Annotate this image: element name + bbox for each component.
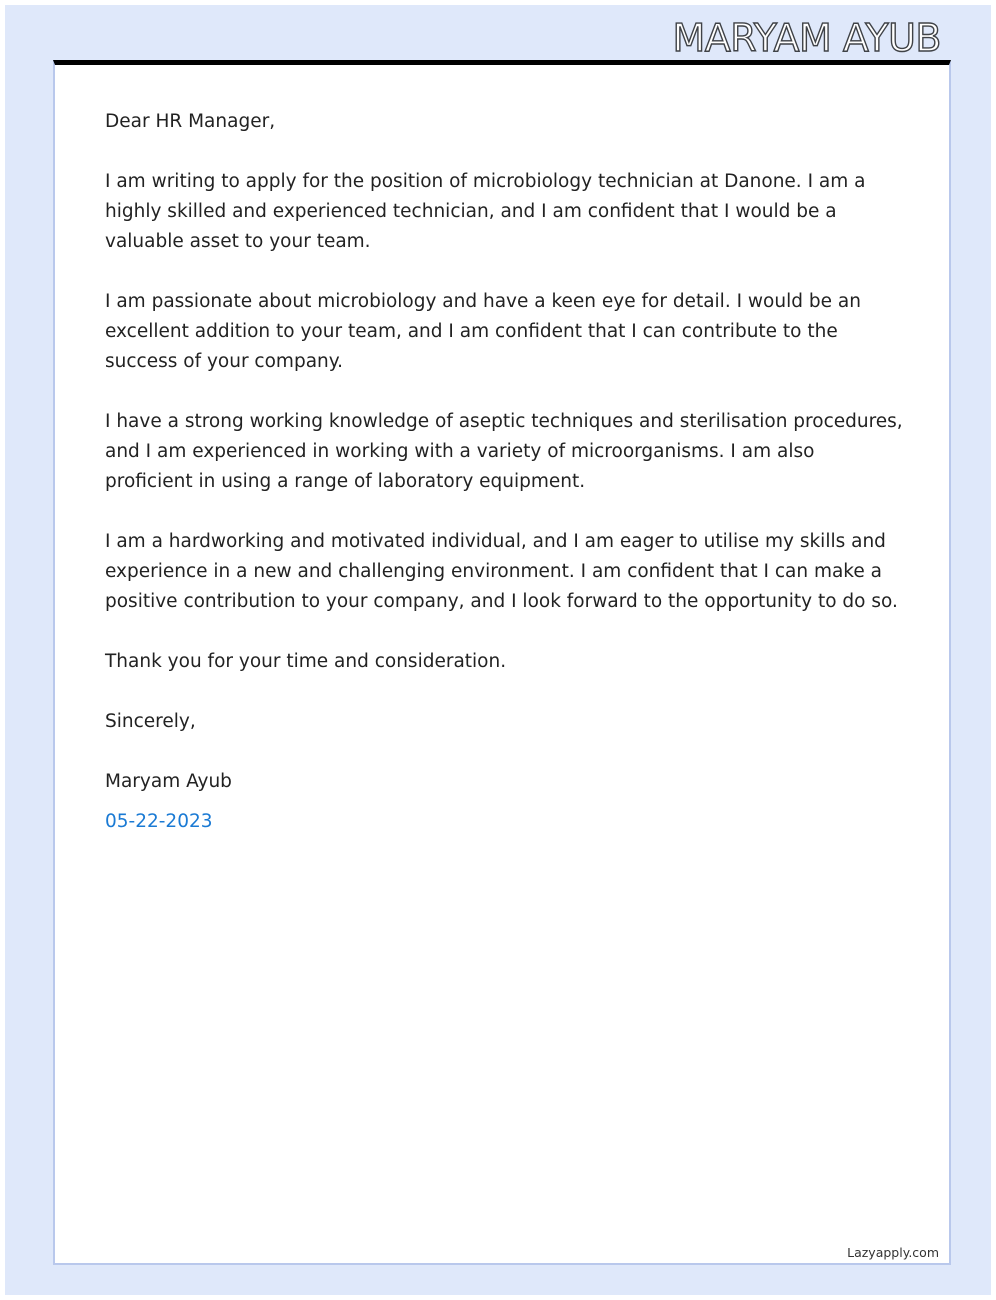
- footer-watermark: Lazyapply.com: [847, 1245, 939, 1260]
- paragraph-4: I am a hardworking and motivated individual, and I am eager to utilise my skills and experience in a new and challenging environment. I am confident that I can make a positive contribution to your company, and I look forward to the opportunity to do so.: [105, 531, 898, 612]
- paragraph-5: Thank you for your time and consideration.: [105, 651, 507, 672]
- letter-paper: [53, 60, 951, 1265]
- salutation: Dear HR Manager,: [105, 111, 276, 132]
- signature-name: Maryam Ayub: [105, 771, 232, 792]
- paragraph-1: I am writing to apply for the position of microbiology technician at Danone. I am a highly skilled and experienced technician, and I am confident that I would be a valuable asset to your team.: [105, 171, 866, 252]
- paragraph-3: I have a strong working knowledge of aseptic techniques and sterilisation procedures, and I am experienced in working with a variety of microorganisms. I am also proficient in using a range of laboratory equipment.: [105, 411, 903, 492]
- letter-date: 05-22-2023: [105, 811, 213, 832]
- closing: Sincerely,: [105, 711, 196, 732]
- page-background: [5, 5, 991, 1295]
- paragraph-2: I am passionate about microbiology and have a keen eye for detail. I would be an excellent addition to your team, and I am confident that I can contribute to the success of your company.: [105, 291, 861, 372]
- letter-body: [105, 107, 905, 867]
- header-name: MARYAM AYUB: [672, 16, 941, 60]
